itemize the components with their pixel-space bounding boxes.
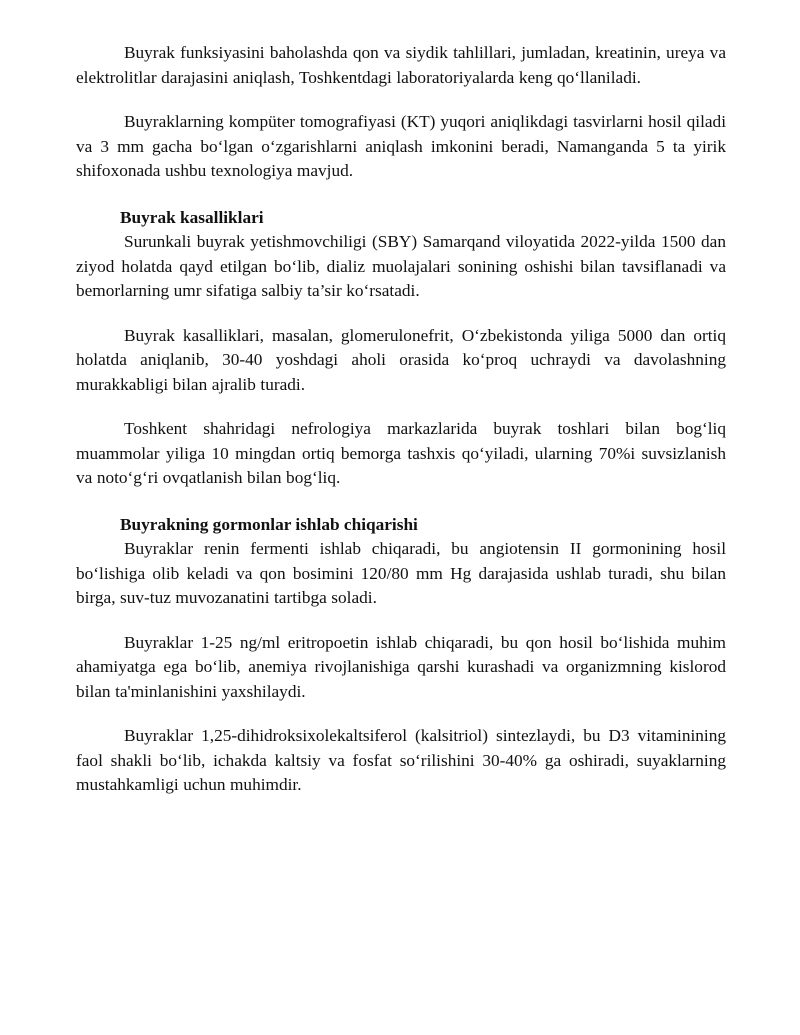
paragraph-chronic-kidney-failure: Surunkali buyrak yetishmovchiligi (SBY) Samarqand viloyatida 2022-yilda 1500 dan ziyod holatda qayd etilgan bo‘lib, dializ muolajalari sonining oshishi bilan tavsiflanadi va bemorlarning umr sifatiga salbiy ta’sir ko‘rsatadi. (76, 232, 726, 300)
paragraph-ct-imaging: Buyraklarning kompüter tomografiyasi (KT) yuqori aniqlikdagi tasvirlarni hosil qiladi va 3 mm gacha bo‘lgan o‘zgarishlarni aniqlash imkonini beradi, Namanganda 5 ta yirik shifoxonada ushbu texnologiya mavjud. (76, 112, 726, 180)
paragraph-kidney-stones: Toshkent shahridagi nefrologiya markazlarida buyrak toshlari bilan bog‘liq muammolar yiliga 10 mingdan ortiq bemorga tashxis qo‘yiladi, ularning 70%i suvsizlanish va noto‘g‘ri ovqatlanish bilan bog‘liq. (76, 419, 726, 487)
document-page (76, 41, 726, 798)
paragraph-calcitriol: Buyraklar 1,25-dihidroksixolekaltsiferol (kalsitriol) sintezlaydi, bu D3 vitaminining faol shakli bo‘lib, ichakda kaltsiy va fosfat so‘rilishini 30-40% ga oshiradi, suyaklarning mustahkamligi uchun muhimdir. (76, 726, 726, 794)
paragraph-renin: Buyraklar renin fermenti ishlab chiqaradi, bu angiotensin II gormonining hosil bo‘lishiga olib keladi va qon bosimini 120/80 mm Hg darajasida ushlab turadi, shu bilan birga, suv-tuz muvozanatini tartibga soladi. (76, 539, 726, 607)
section-heading-kidney-hormones: Buyrakning gormonlar ishlab chiqarishi (120, 514, 418, 534)
paragraph-erythropoietin: Buyraklar 1-25 ng/ml eritropoetin ishlab chiqaradi, bu qon hosil bo‘lishida muhim ahamiyatga ega bo‘lib, anemiya rivojlanishiga qarshi kurashadi va organizmning kislorod bilan ta'minlanishini yaxshilaydi. (76, 632, 726, 701)
section-heading-kidney-diseases: Buyrak kasalliklari (120, 207, 264, 227)
paragraph-kidney-function-tests: Buyrak funksiyasini baholashda qon va siydik tahlillari, jumladan, kreatinin, ureya va elektrolitlar darajasini aniqlash, Toshkentdagi laboratoriyalarda keng qo‘llaniladi. (76, 43, 726, 87)
paragraph-glomerulonephritis: Buyrak kasalliklari, masalan, glomerulonefrit, O‘zbekistonda yiliga 5000 dan ortiq holatda aniqlanib, 30-40 yoshdagi aholi orasida ko‘proq uchraydi va davolashning murakkabligi bilan ajralib turadi. (76, 325, 726, 394)
